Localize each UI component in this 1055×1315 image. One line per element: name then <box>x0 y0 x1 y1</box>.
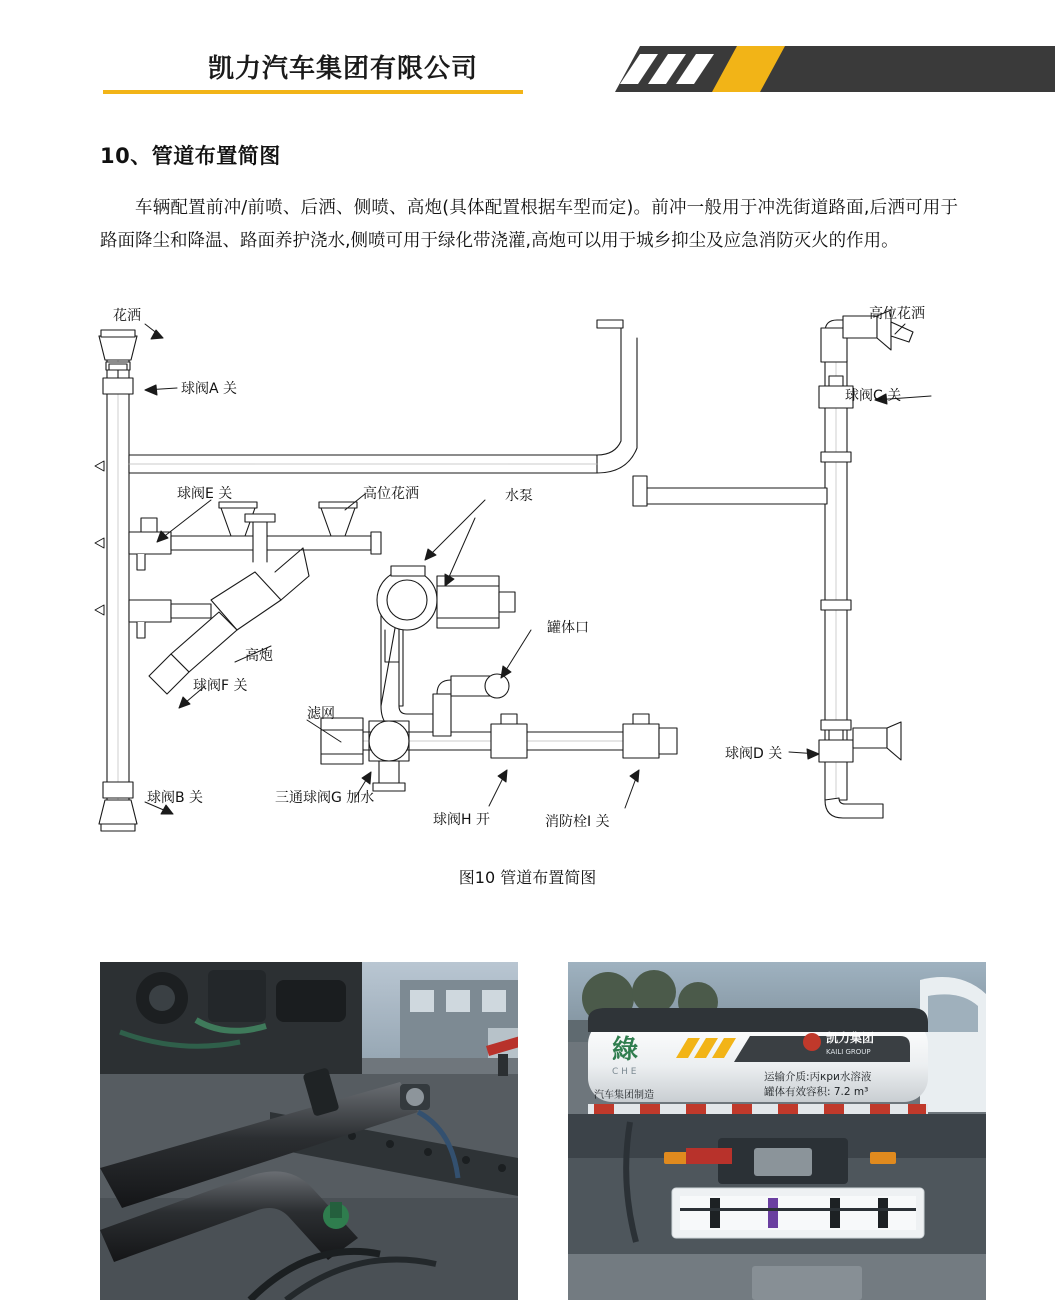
photo-chassis-piping <box>100 962 518 1300</box>
header-rule <box>103 90 523 94</box>
figure-label-valve-c: 球阀C 关 <box>845 388 902 404</box>
company-name: 凯力汽车集团有限公司 <box>207 54 478 84</box>
tank-spec-volume: 罐体有效容积: 7.2 m³ <box>764 1086 869 1098</box>
figure-label-tank-mouth: 罐体口 <box>547 620 589 636</box>
figure-label-valve-a: 球阀A 关 <box>181 381 238 397</box>
tank-green-subtext: C H E <box>612 1067 637 1077</box>
figure-label-valve-g: 三通球阀G 加水 <box>275 790 375 806</box>
tank-spec-medium: 运输介质:丙кри水溶液 <box>764 1071 872 1083</box>
tank-green-text: 綠 <box>612 1035 639 1065</box>
tank-maker: 汽车集团制造 <box>594 1090 654 1101</box>
figure-label-valve-d: 球阀D 关 <box>725 746 783 762</box>
figure-label-pump: 水泵 <box>505 488 533 504</box>
header-decoration <box>600 46 1055 92</box>
right-horizontal-link <box>633 476 827 506</box>
figure-label-hydrant-i: 消防栓I 关 <box>545 814 610 830</box>
left-main-pipe <box>107 360 129 800</box>
figure-label-valve-e: 球阀E 关 <box>177 486 233 502</box>
photo-tank-side <box>568 962 986 1300</box>
figure-label-high-shower-r: 高位花洒 <box>869 306 925 322</box>
section-heading: 10、管道布置简图 <box>100 144 281 168</box>
pipeline-layout-diagram <box>85 300 985 860</box>
section-paragraph: 车辆配置前冲/前喷、后洒、侧喷、高炮(具体配置根据车型而定)。前冲一般用于冲洗街道路面,后洒可用于路面降尘和降温、路面养护浇水,侧喷可用于绿化带浇灌,高炮可以用于城乡抑尘及应急消防灭火的作用。 <box>100 198 958 251</box>
figure-label-filter: 滤网 <box>307 706 335 722</box>
figure-caption: 图10 管道布置简图 <box>458 868 597 887</box>
figure-label-cannon: 高炮 <box>245 648 273 664</box>
lower-manifold <box>321 714 677 791</box>
ball-valve-b <box>99 782 137 831</box>
figure-label-shower: 花洒 <box>113 308 141 324</box>
figure-label-high-shower-m: 高位花洒 <box>363 486 419 502</box>
tank-brand: 凯力集团 <box>826 1031 875 1045</box>
page-header <box>0 42 1055 92</box>
flow-arrow-marks <box>95 461 104 615</box>
figure-label-valve-f: 球阀F 关 <box>193 678 248 694</box>
tank-brand-en: KAILI GROUP <box>826 1048 871 1056</box>
figure-label-valve-b: 球阀B 关 <box>147 790 204 806</box>
figure-label-valve-h: 球阀H 开 <box>433 812 490 828</box>
